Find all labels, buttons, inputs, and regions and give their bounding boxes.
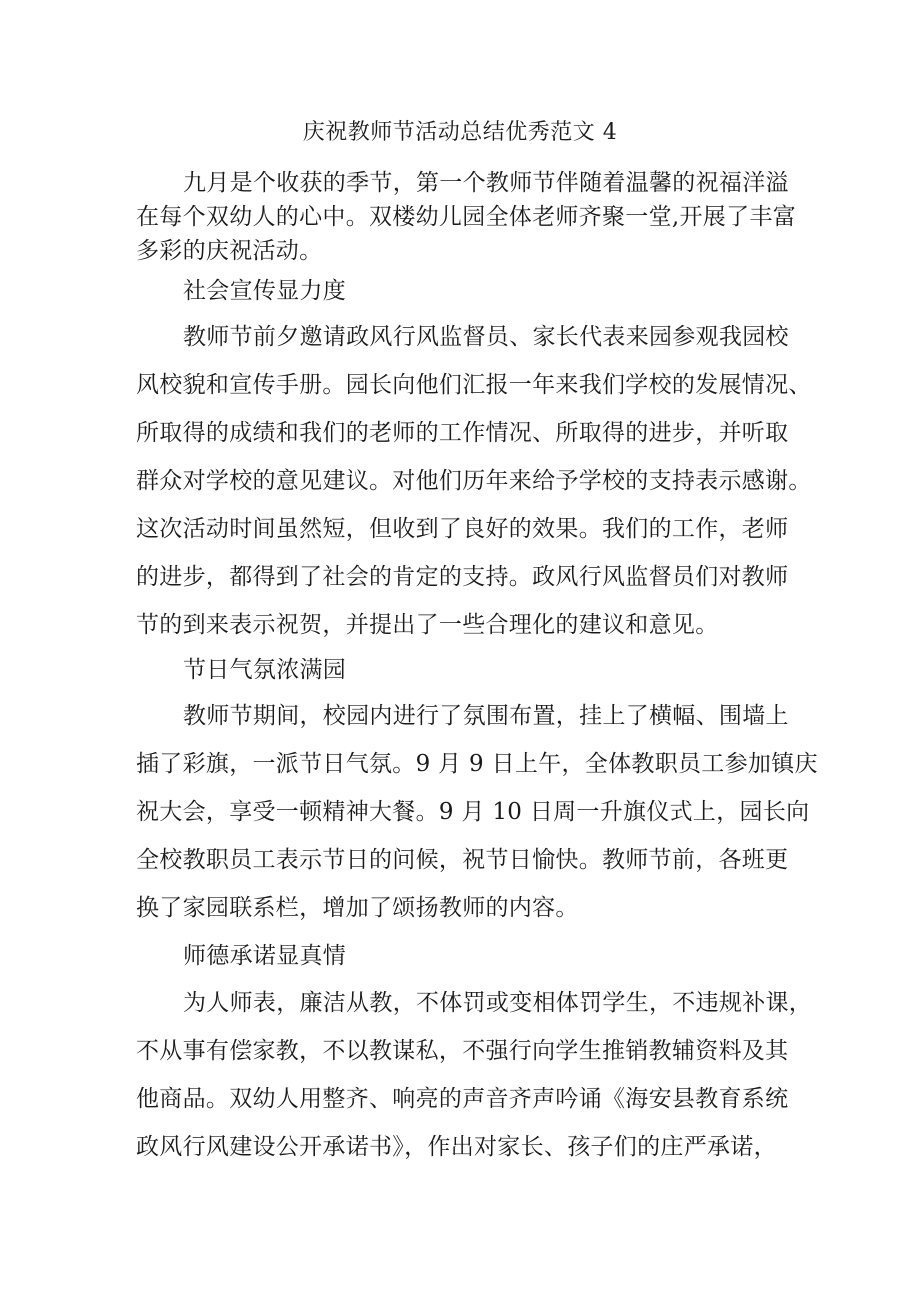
section-heading: 节日气氛浓满园 (183, 657, 347, 683)
section-heading-publicity (136, 276, 808, 306)
paragraph-line: 换了家园联系栏，增加了颂扬教师的内容。 (136, 895, 579, 921)
paragraph-ethics (136, 988, 813, 1180)
paragraph-line: 插了彩旗，一派节日气氛。9 月 9 日上午，全体教职员工参加镇庆 (136, 751, 818, 777)
paragraph-line: 教师节期间，校园内进行了氛围布置，挂上了横幅、围墙上 (183, 703, 789, 729)
document-title: 庆祝教师节活动总结优秀范文 4 (302, 120, 618, 145)
paragraph-line: 群众对学校的意见建议。对他们历年来给予学校的支持表示感谢。 (136, 468, 812, 494)
paragraph-line: 全校教职员工表示节日的问候，祝节日愉快。教师节前，各班更 (136, 847, 789, 873)
paragraph-line: 九月是个收获的季节，第一个教师节伴随着温馨的祝福洋溢 (183, 170, 789, 196)
paragraph-line: 他商品。双幼人用整齐、响亮的声音齐声吟诵《海安县教育系统 (136, 1086, 789, 1112)
paragraph-intro (136, 168, 808, 270)
section-heading: 师德承诺显真情 (183, 943, 347, 969)
paragraph-line: 祝大会，享受一顿精神大餐。9 月 10 日周一升旗仪式上，园长向 (136, 799, 810, 825)
paragraph-line: 不从事有偿家教，不以教谋私，不强行向学生推销教辅资料及其 (136, 1038, 789, 1064)
section-heading-atmosphere (136, 655, 808, 685)
paragraph-atmosphere (136, 701, 818, 941)
paragraph-line: 的进步，都得到了社会的肯定的支持。政风行风监督员们对教师 (136, 564, 789, 590)
paragraph-line: 所取得的成绩和我们的老师的工作情况、所取得的进步，并听取 (136, 420, 789, 446)
paragraph-line: 教师节前夕邀请政风行风监督员、家长代表来园参观我园校 (183, 324, 789, 350)
section-heading: 社会宣传显力度 (183, 278, 347, 304)
section-heading-ethics (136, 941, 808, 971)
paragraph-line: 这次活动时间虽然短，但收到了良好的效果。我们的工作，老师 (136, 516, 789, 542)
paragraph-line: 多彩的庆祝活动。 (136, 238, 323, 264)
paragraph-publicity (136, 322, 812, 658)
paragraph-line: 在每个双幼人的心中。双楼幼儿园全体老师齐聚一堂,开展了丰富 (136, 204, 797, 230)
paragraph-line: 为人师表，廉洁从教，不体罚或变相体罚学生，不违规补课， (183, 990, 813, 1016)
paragraph-line: 政风行风建设公开承诺书》，作出对家长、孩子们的庄严承诺， (136, 1134, 777, 1160)
paragraph-line: 风校貌和宣传手册。园长向他们汇报一年来我们学校的发展情况、 (136, 372, 812, 398)
paragraph-line: 节的到来表示祝贺，并提出了一些合理化的建议和意见。 (136, 612, 719, 638)
